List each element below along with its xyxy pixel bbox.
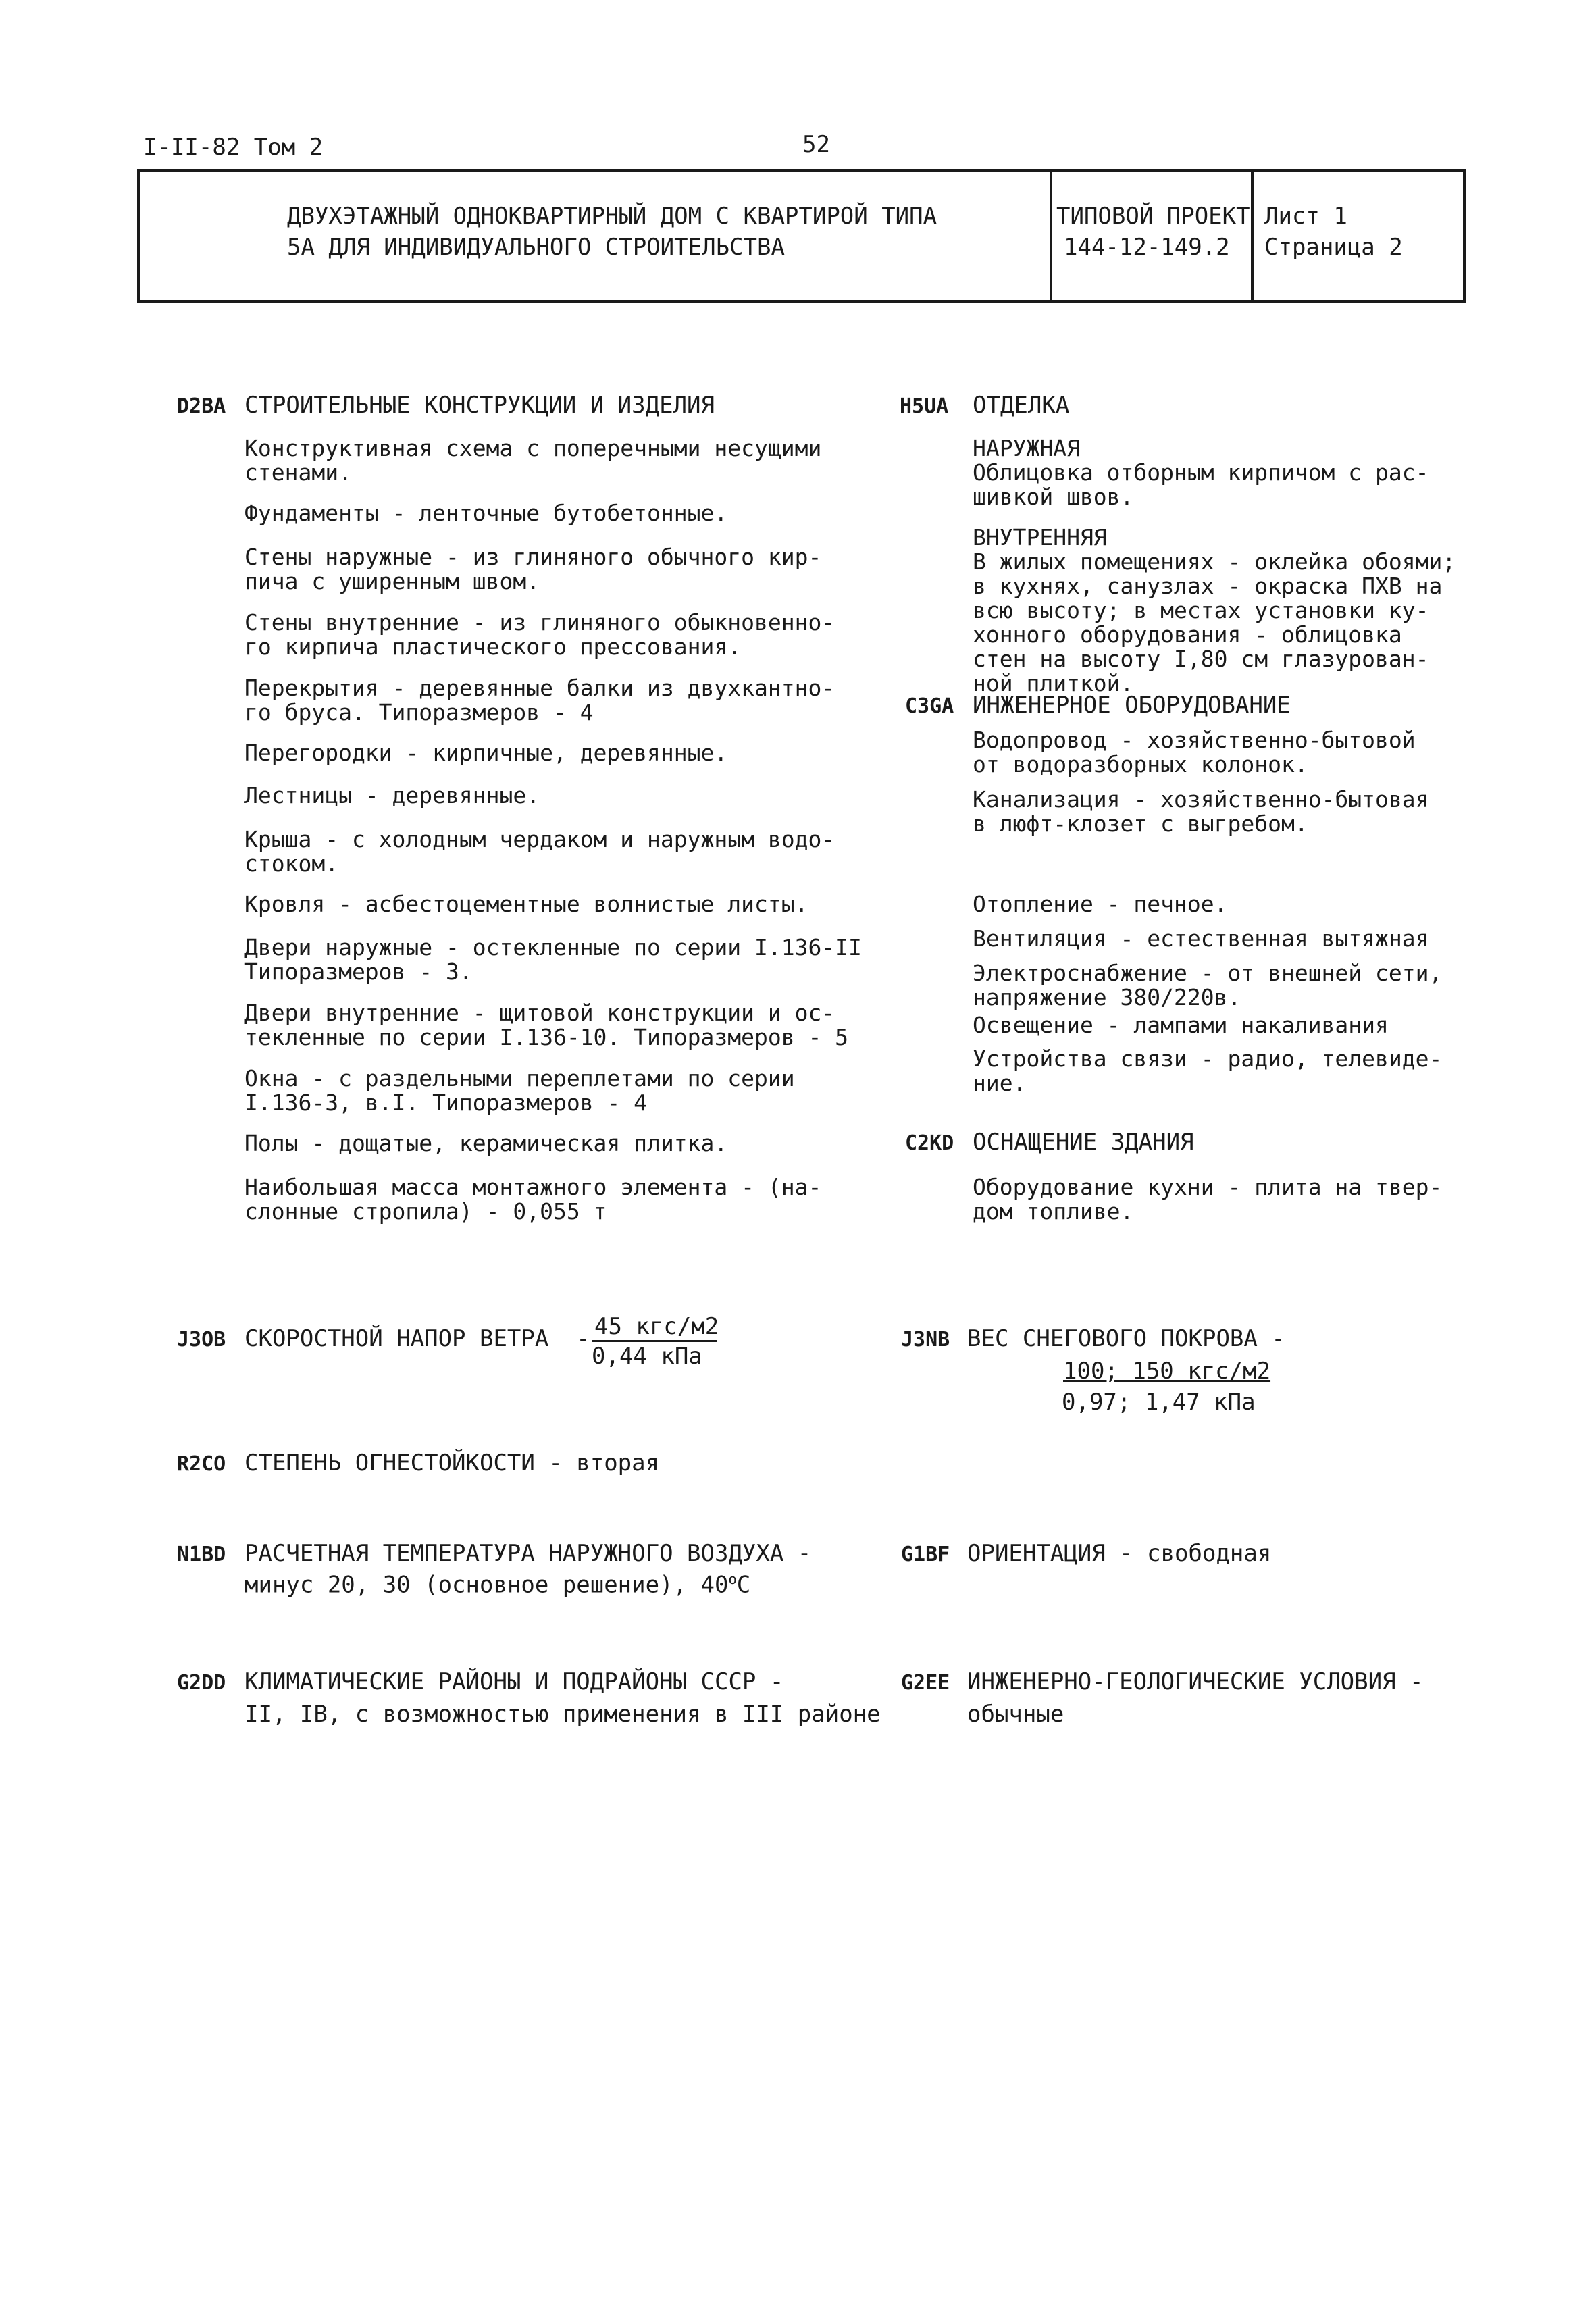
- structures-item: Двери наружные - остекленные по серии I.136-II Типоразмеров - 3.: [244, 934, 862, 985]
- structures-item: Конструктивная схема с поперечными несущими стенами.: [244, 435, 822, 486]
- finishing-outer-text: Облицовка отборным кирпичом с рас- шивкой швов.: [973, 459, 1429, 510]
- structures-item: Перегородки - кирпичные, деревянные.: [244, 740, 728, 766]
- page-in-sheet: Страница 2: [1264, 234, 1403, 261]
- geology-line-1: ИНЖЕНЕРНО-ГЕОЛОГИЧЕСКИЕ УСЛОВИЯ -: [967, 1668, 1424, 1695]
- finishing-outer-title: НАРУЖНАЯ: [973, 435, 1080, 461]
- structures-item: Фундаменты - ленточные бутобетонные.: [244, 500, 728, 526]
- orientation: ОРИЕНТАЦИЯ - свободная: [967, 1540, 1272, 1567]
- structures-item: Наибольшая масса монтажного элемента - (на- слонные стропила) - 0,055 т: [244, 1174, 822, 1225]
- engineering-item: Канализация - хозяйственно-бытовая в люфт-клозет с выгребом.: [973, 786, 1429, 837]
- section-code: C3GA: [905, 694, 954, 718]
- engineering-item: Электроснабжение - от внешней сети, напряжение 380/220в.: [973, 960, 1443, 1010]
- project-number: 144-12-149.2: [1064, 234, 1230, 261]
- section-code: J3OB: [177, 1328, 226, 1352]
- section-code: R2CO: [177, 1452, 226, 1476]
- document-reference: I-II-82 Том 2: [143, 134, 324, 161]
- finishing-inner-title: ВНУТРЕННЯЯ: [973, 524, 1107, 550]
- structures-item: Стены наружные - из глиняного обычного кир- пича с уширенным швом.: [244, 544, 822, 594]
- section-heading-finishing: ОТДЕЛКА: [973, 392, 1070, 419]
- section-code: D2BA: [177, 394, 226, 418]
- structures-item: Окна - с раздельными переплетами по серии I.136-3, в.I. Типоразмеров - 4: [244, 1065, 795, 1116]
- engineering-item: Водопровод - хозяйственно-бытовой от водоразборных колонок.: [973, 727, 1416, 777]
- section-code: G1BF: [901, 1543, 950, 1566]
- project-label: ТИПОВОЙ ПРОЕКТ: [1056, 203, 1250, 230]
- section-code: G2DD: [177, 1671, 226, 1695]
- title-block-divider: [1251, 172, 1254, 300]
- section-code: C2KD: [905, 1131, 954, 1155]
- equipment-text: Оборудование кухни - плита на твер- дом топливе.: [973, 1174, 1443, 1225]
- engineering-item: Устройства связи - радио, телевиде- ние.: [973, 1046, 1443, 1096]
- page-number: 52: [802, 131, 830, 158]
- structures-item: Лестницы - деревянные.: [244, 782, 540, 808]
- section-code: N1BD: [177, 1543, 226, 1566]
- temperature-values: минус 20, 30 (основное решение), 40: [244, 1571, 729, 1599]
- engineering-item: Отопление - печное.: [973, 891, 1228, 917]
- temperature-line-2: [244, 1571, 750, 1598]
- section-heading-equipment: ОСНАЩЕНИЕ ЗДАНИЯ: [973, 1129, 1194, 1156]
- temperature-unit: С: [736, 1571, 751, 1599]
- structures-item: Кровля - асбестоцементные волнистые листы.: [244, 891, 808, 917]
- structures-item: Двери внутренние - щитовой конструкции и ос- текленные по серии I.136-10. Типоразмеров - 5: [244, 1000, 849, 1050]
- wind-label: СКОРОСТНОЙ НАПОР ВЕТРА -: [244, 1325, 590, 1352]
- title-block: [137, 169, 1466, 303]
- engineering-item: Освещение - лампами накаливания: [973, 1012, 1389, 1038]
- sheet-number: Лист 1: [1264, 203, 1347, 230]
- wind-denominator: 0,44 кПа: [592, 1343, 702, 1370]
- title-block-divider: [1050, 172, 1052, 300]
- engineering-item: Вентиляция - естественная вытяжная: [973, 925, 1429, 952]
- wind-numerator: 45 кгс/м2: [594, 1313, 719, 1340]
- structures-item: Стены внутренние - из глиняного обыкновенно- го кирпича пластического прессования.: [244, 609, 835, 660]
- wind-fraction-line: [592, 1340, 717, 1342]
- geology-line-2: обычные: [967, 1701, 1064, 1728]
- finishing-inner-text: В жилых помещениях - оклейка обоями; в кухнях, санузлах - окраска ПХВ на всю высоту; в местах установки ку- хонного оборудования - облицовка стен на высоту I,80 см глазурован- ной плиткой.: [973, 548, 1456, 696]
- section-code: J3NB: [901, 1328, 950, 1352]
- fire-resistance: СТЕПЕНЬ ОГНЕСТОЙКОСТИ - вторая: [244, 1449, 660, 1476]
- climate-line-2: II, IB, с возможностью применения в III районе: [244, 1701, 881, 1728]
- title-line-1: ДВУХЭТАЖНЫЙ ОДНОКВАРТИРНЫЙ ДОМ С КВАРТИРОЙ ТИПА: [287, 203, 937, 230]
- section-heading-engineering: ИНЖЕНЕРНОЕ ОБОРУДОВАНИЕ: [973, 692, 1291, 719]
- section-code: H5UA: [900, 394, 949, 418]
- structures-item: Перекрытия - деревянные балки из двухкантно- го бруса. Типоразмеров - 4: [244, 675, 835, 725]
- title-line-2: 5А ДЛЯ ИНДИВИДУАЛЬНОГО СТРОИТЕЛЬСТВА: [287, 234, 785, 261]
- snow-numerator: 100; 150 кгс/м2: [1063, 1358, 1271, 1385]
- snow-denominator: 0,97; 1,47 кПа: [1062, 1389, 1256, 1416]
- degree-mark: о: [728, 1571, 737, 1587]
- climate-line-1: КЛИМАТИЧЕСКИЕ РАЙОНЫ И ПОДРАЙОНЫ СССР -: [244, 1668, 784, 1695]
- section-code: G2EE: [901, 1671, 950, 1695]
- structures-item: Полы - дощатые, керамическая плитка.: [244, 1130, 728, 1156]
- temperature-line-1: РАСЧЕТНАЯ ТЕМПЕРАТУРА НАРУЖНОГО ВОЗДУХА -: [244, 1540, 812, 1567]
- structures-item: Крыша - с холодным чердаком и наружным водо- стоком.: [244, 826, 835, 877]
- section-heading-structures: СТРОИТЕЛЬНЫЕ КОНСТРУКЦИИ И ИЗДЕЛИЯ: [244, 392, 715, 419]
- snow-label: ВЕС СНЕГОВОГО ПОКРОВА -: [967, 1325, 1285, 1352]
